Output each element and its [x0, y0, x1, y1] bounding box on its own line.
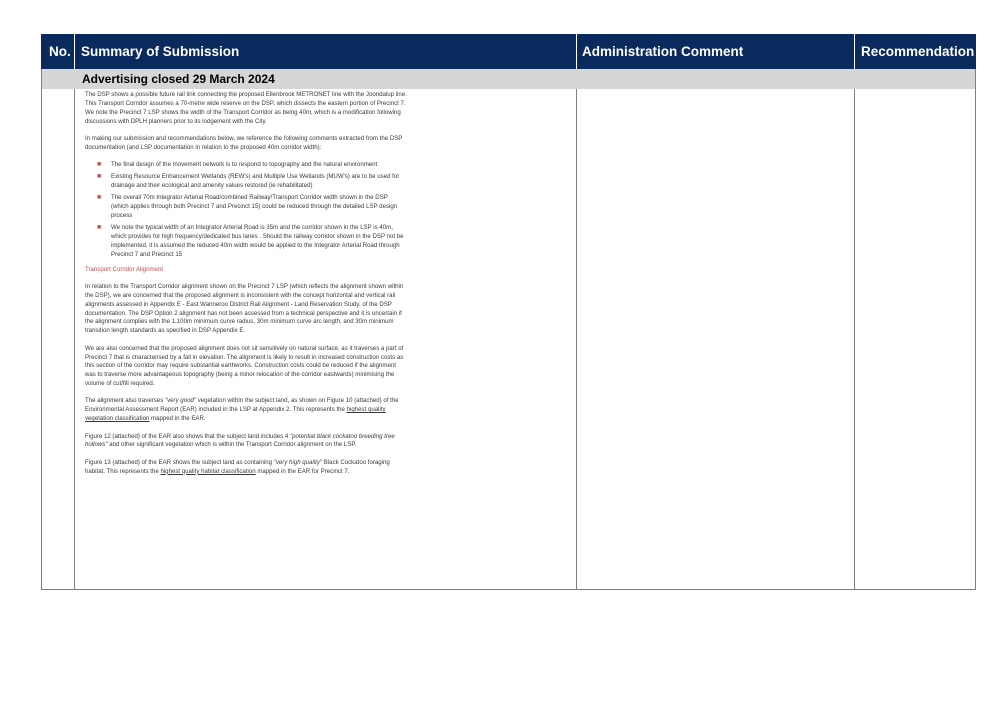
underlined-text: highest quality habitat classification	[160, 467, 256, 475]
paragraph: In making our submission and recommendations below, we reference the following comments extracted from the DSP documentation (and LSP documentation in relation to the proposed 40m corridor width):	[85, 134, 403, 151]
underlined-text: highest quality vegetation classification	[85, 406, 386, 423]
list-item: ■ The final design of the movement network is to respond to topography and the natural environment	[97, 161, 378, 169]
paragraph: In relation to the Transport Corridor alignment shown on the Precinct 7 LSP (which reflects the alignment shown within the DSP), we are concerned that the proposed alignment is inconsistent with the concept horizontal and vertical rail alignments assessed in Appendix E - East Wanneroo District Rail Alignment - Land Reservation Study, of the DSP documentation. The DSP Option 2 alignment has not been assessed from a technical perspective and it is uncertain if the alignment complies with the 1,100m minimum curve radius, 30m minimum curve arc length, and 30m minimum transition length standards as specified in DSP Appendix E.	[85, 283, 404, 335]
header-divider	[74, 34, 75, 69]
paragraph: The alignment also traverses "very good" vegetation within the subject land, as shown on Figure 10 (attached) of the Environmental Assessment Report (EAR) included in the LSP at Appendix 2. This represents the highest quality vegetation classification mapped in the EAR.	[85, 397, 399, 423]
paragraph: Figure 13 (attached) of the EAR shows the subject land as containing "very high quality" Black Cockatoo foraging habitat. This represents the highest quality habitat classification mapped in the EAR for Precinct 7.	[85, 458, 390, 475]
bullet-icon: ■	[97, 194, 102, 202]
paragraph: The DSP shows a possible future rail link connecting the proposed Ellenbrook METRONET line with the Joondalup line. This Transport Corridor assumes a 70-metre wide reserve on the DSP, which dissects the eastern portion of Precinct 7. We note the Precinct 7 LSP shows the width of the Transport Corridor as being 40m, which is a modification following discussions with DPLH planners prior to its lodgement with the City.	[85, 91, 407, 125]
table-header-row	[41, 34, 976, 69]
bullet-icon: ■	[97, 224, 102, 232]
section-heading: Transport Corridor Alignment	[85, 265, 164, 273]
bullet-icon: ■	[97, 173, 102, 181]
header-recommendation: Recommendation	[861, 44, 975, 59]
header-no: No.	[49, 44, 71, 59]
list-item: ■ Existing Resource Enhancement Wetlands (REW's) and Multiple Use Wetlands (MUW's) are to be used for drainage and their ecological and amenity values restored (ie rehabilitated)	[97, 173, 400, 190]
header-divider	[576, 34, 577, 69]
column-divider	[854, 89, 855, 590]
bullet-icon: ■	[97, 161, 102, 169]
header-admin-comment: Administration Comment	[582, 44, 744, 59]
paragraph: We are also concerned that the proposed alignment does not sit sensitively on natural surface, as it traverses a part of Precinct 7 that is characterised by a fall in elevation. The alignment is likely to result in increased construction costs as this section of the corridor may require substantial earthworks. Construction costs could be reduced if the alignment was to traverse more advantageous topography (being a minor relocation of the corridor eastwards) minimising the volume of cut/fill required.	[85, 344, 404, 388]
list-item: ■ The overall 70m Integrator Arterial Road/combined Railway/Transport Corridor width shown in the DSP (which applies through both Precinct 7 and Precinct 15) could be reduced through the detailed LSP design process	[97, 194, 398, 220]
column-divider	[74, 89, 75, 590]
bullet-list	[85, 161, 407, 259]
column-divider	[576, 89, 577, 590]
paragraph: Figure 12 (attached) of the EAR also shows that the subject land includes 4 "potential black cockatoo breeding tree hollows" and other significant vegetation which is within the Transport Corridor alignment on the LSP.	[85, 432, 395, 449]
section-title: Advertising closed 29 March 2024	[82, 72, 275, 86]
header-summary: Summary of Submission	[81, 44, 240, 59]
table-row	[41, 89, 976, 590]
list-item: ■ We note the typical width of an Integrator Arterial Road is 35m and the corridor shown in the LSP is 40m, which provides for high frequency/dedicated bus lanes . Should the railway corridor shown in the DSP not be implemented, it is assumed the reduced 40m width would be applied to the Integrator Arterial Road through Precinct 7 and Precinct 15	[97, 224, 404, 258]
header-divider	[854, 34, 855, 69]
submission-summary	[85, 91, 407, 485]
section-row	[41, 69, 976, 89]
